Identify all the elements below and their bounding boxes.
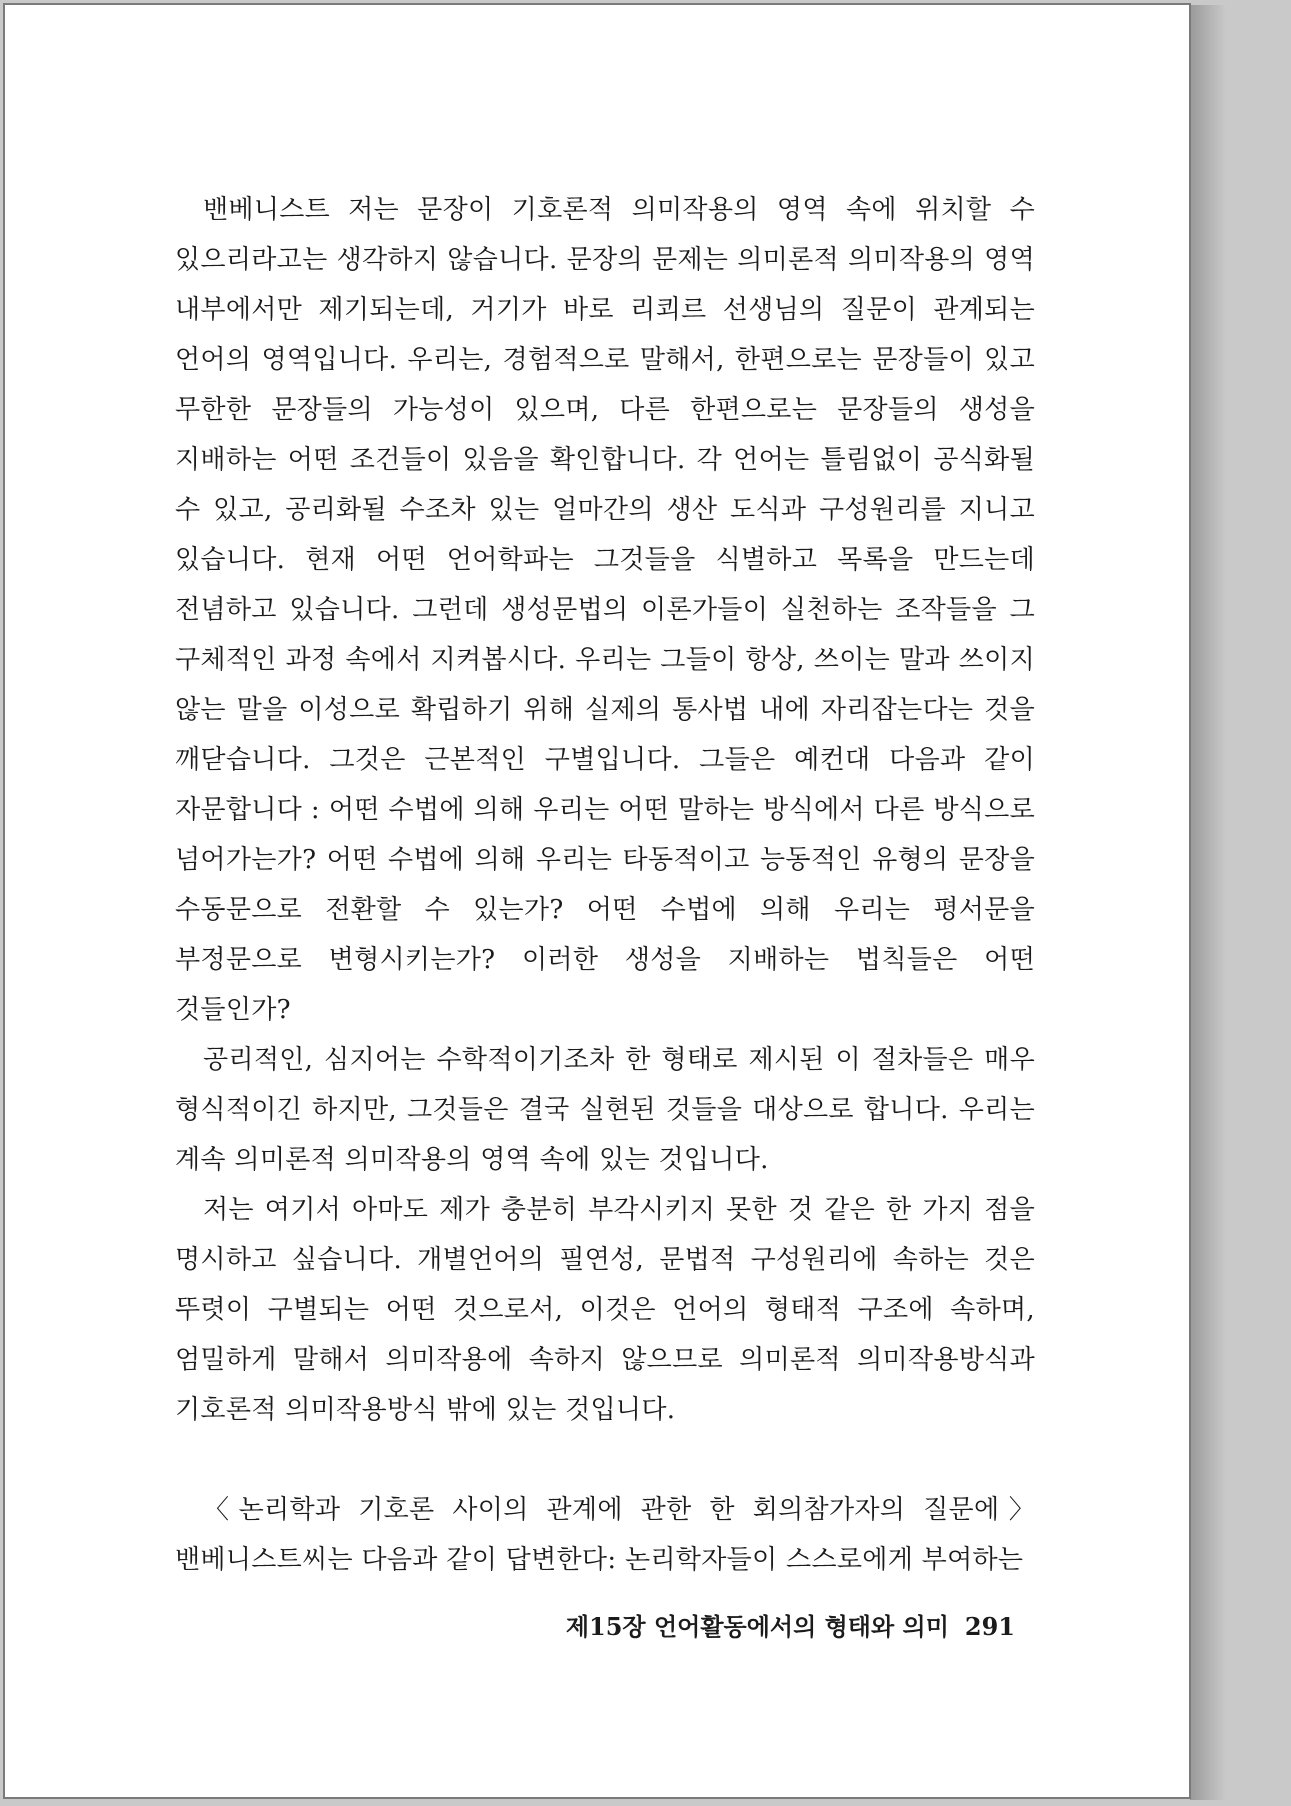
section-gap xyxy=(175,1435,1035,1485)
speaker-name: 밴베니스트 xyxy=(203,195,331,225)
page-body xyxy=(175,185,1035,1585)
paragraph-1-text: 저는 문장이 기호론적 의미작용의 영역 속에 위치할 수 있으리라고는 생각하지 않습니다. 문장의 문제는 의미론적 의미작용의 영역 내부에서만 제기되는데, 거기가 바로 리쾨르 선생님의 질문이 관계되는 언어의 영역입니다. 우리는, 경험적으로 말해서, 한편으로는 문장들이 있고 무한한 문장들의 가능성이 있으며, 다른 한편으로는 문장들의 생성을 지배하는 어떤 조건들이 있음을 확인합니다. 각 언어는 틀림없이 공식화될 수 있고, 공리화될 수조차 있는 얼마간의 생산 도식과 구성원리를 지니고 있습니다. 현재 어떤 언어학파는 그것들을 식별하고 목록을 만드는데 전념하고 있습니다. 그런데 생성문법의 이론가들이 실천하는 조작들을 그 구체적인 과정 속에서 지켜봅시다. 우리는 그들이 항상, 쓰이는 말과 쓰이지 않는 말을 이성으로 확립하기 위해 실제의 통사법 내에 자리잡는다는 것을 깨닫습니다. 그것은 근본적인 구별입니다. 그들은 예컨대 다음과 같이 자문합니다 : 어떤 수법에 의해 우리는 어떤 말하는 방식에서 다른 방식으로 넘어가는가? 어떤 수법에 의해 우리는 타동적이고 능동적인 유형의 문장을 수동문으로 전환할 수 있는가? 어떤 수법에 의해 우리는 평서문을 부정문으로 변형시키는가? 이러한 생성을 지배하는 법칙들은 어떤 것들인가? xyxy=(175,195,1035,1025)
page-number: 291 xyxy=(964,1612,1015,1641)
page-footer xyxy=(535,1607,1015,1642)
paragraph-4: 〈논리학과 기호론 사이의 관계에 관한 한 회의참가자의 질문에〉 밴베니스트씨는 다음과 같이 답변한다: 논리학자들이 스스로에게 부여하는 xyxy=(175,1495,1035,1575)
paragraph-3: 저는 여기서 아마도 제가 충분히 부각시키지 못한 것 같은 한 가지 점을 명시하고 싶습니다. 개별언어의 필연성, 문법적 구성원리에 속하는 것은 뚜렷이 구별되는 어떤 것으로서, 이것은 언어의 형태적 구조에 속하며, 엄밀하게 말해서 의미작용에 속하지 않으므로 의미론적 의미작용방식과 기호론적 의미작용방식 밖에 있는 것입니다. xyxy=(175,1195,1035,1425)
page-edge-shadow xyxy=(1190,5,1226,1800)
book-page xyxy=(3,3,1191,1799)
running-title: 제15장 언어활동에서의 형태와 의미 xyxy=(565,1612,949,1641)
paragraph-2: 공리적인, 심지어는 수학적이기조차 한 형태로 제시된 이 절차들은 매우 형식적이긴 하지만, 그것들은 결국 실현된 것들을 대상으로 합니다. 우리는 계속 의미론적 의미작용의 영역 속에 있는 것입니다. xyxy=(175,1045,1035,1175)
paragraph-1 xyxy=(175,185,1035,1035)
